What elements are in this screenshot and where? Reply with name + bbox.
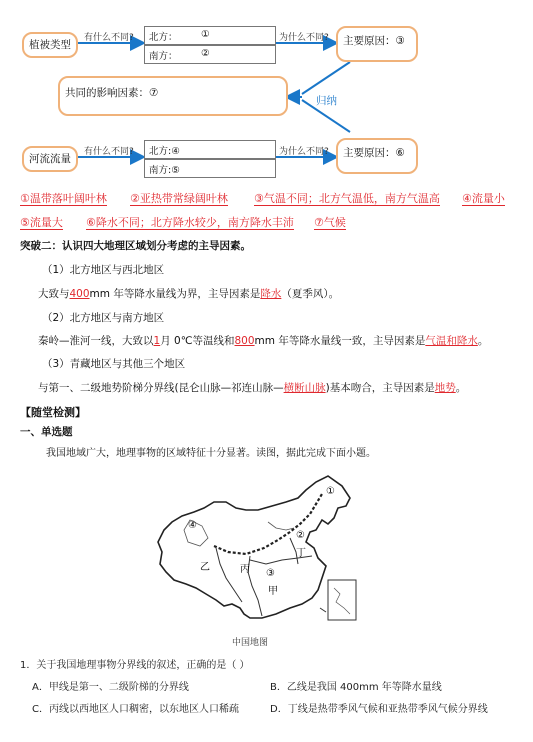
south-num-1: ②	[201, 48, 210, 59]
s1-title: （1）北方地区与西北地区	[42, 264, 165, 276]
s3-title: （3）青藏地区与其他三个地区	[42, 358, 186, 370]
map-label-4: ④	[188, 520, 197, 531]
what-diff-label-1: 有什么不同?	[84, 33, 134, 43]
option-a[interactable]: A．甲线是第一、二级阶梯的分界线	[32, 682, 189, 693]
option-c[interactable]: C．丙线以西地区人口稠密，以东地区人口稀疏	[32, 704, 239, 715]
map-label-yi: 乙	[200, 562, 210, 573]
main-reason-label-2: 主要原因：⑥	[343, 147, 405, 159]
answer-6: ⑥降水不同；北方降水较少，南方降水丰沛	[86, 216, 294, 229]
summarize-label: 归纳	[316, 95, 337, 107]
main-reason-box-2	[336, 138, 418, 174]
map-label-jia: 甲	[268, 586, 278, 597]
south-label-2: 南方:⑤	[149, 165, 180, 176]
veg-type-label: 植被类型	[29, 39, 71, 51]
map-label-1: ①	[326, 486, 335, 497]
s2-line: 秦岭—淮河一线，大致以1月 0℃等温线和800mm 年等降水量线一致，主导因素是气温和降水。	[38, 335, 489, 347]
map-label-ding: 丁	[296, 548, 306, 559]
why-diff-label-2: 为什么不同?	[279, 147, 329, 157]
north-num-1: ①	[201, 29, 210, 40]
map-label-bing: 丙	[240, 564, 250, 575]
map-caption: 中国地图	[232, 638, 269, 648]
question-1: 1．关于我国地理事物分界线的叙述，正确的是（ ）	[20, 660, 250, 671]
s3-line: 与第一、二级地势阶梯分界线(昆仑山脉—祁连山脉—横断山脉)基本吻合，主导因素是地势。	[38, 382, 467, 394]
check-heading: 【随堂检测】	[20, 406, 86, 419]
what-diff-label-2: 有什么不同?	[84, 147, 134, 157]
north-box-1	[144, 26, 276, 45]
answer-5: ⑤流量大	[20, 216, 63, 229]
common-factor-box	[58, 76, 288, 116]
south-label-1: 南方：	[149, 51, 178, 62]
answer-1: ①温带落叶阔叶林	[20, 192, 107, 205]
single-choice-heading: 一、单选题	[20, 426, 73, 438]
south-box-2	[144, 159, 276, 178]
south-box-1	[144, 45, 276, 64]
river-flow-box	[22, 146, 78, 172]
answer-2: ②亚热带常绿阔叶林	[130, 192, 228, 205]
main-reason-label-1: 主要原因：③	[343, 35, 405, 47]
map-label-2: ②	[296, 530, 305, 541]
section2-heading: 突破二：认识四大地理区域划分考虑的主导因素。	[20, 240, 251, 252]
north-label-1: 北方：	[149, 32, 178, 43]
s1-line: 大致与400mm 年等降水量线为界，主导因素是降水（夏季风）。	[38, 288, 340, 300]
map-label-3: ③	[266, 568, 275, 579]
river-flow-label: 河流流量	[29, 153, 71, 165]
answer-3: ③气温不同；北方气温低，南方气温高	[254, 192, 440, 205]
north-box-2	[144, 140, 276, 159]
answer-4: ④流量小	[462, 192, 505, 205]
s2-title: （2）北方地区与南方地区	[42, 312, 165, 324]
answer-7: ⑦气候	[314, 216, 346, 229]
common-factor-label: 共同的影响因素：⑦	[65, 87, 159, 99]
china-map	[150, 468, 375, 643]
veg-type-box	[22, 32, 78, 58]
option-d[interactable]: D．丁线是热带季风气候和亚热带季风气候分界线	[270, 704, 488, 715]
north-label-2: 北方:④	[149, 146, 180, 157]
main-reason-box-1	[336, 26, 418, 62]
why-diff-label-1: 为什么不同?	[279, 33, 329, 43]
question-intro: 我国地域广大，地理事物的区域特征十分显著。读图，据此完成下面小题。	[46, 448, 376, 459]
option-b[interactable]: B．乙线是我国 400mm 年等降水量线	[270, 682, 442, 693]
